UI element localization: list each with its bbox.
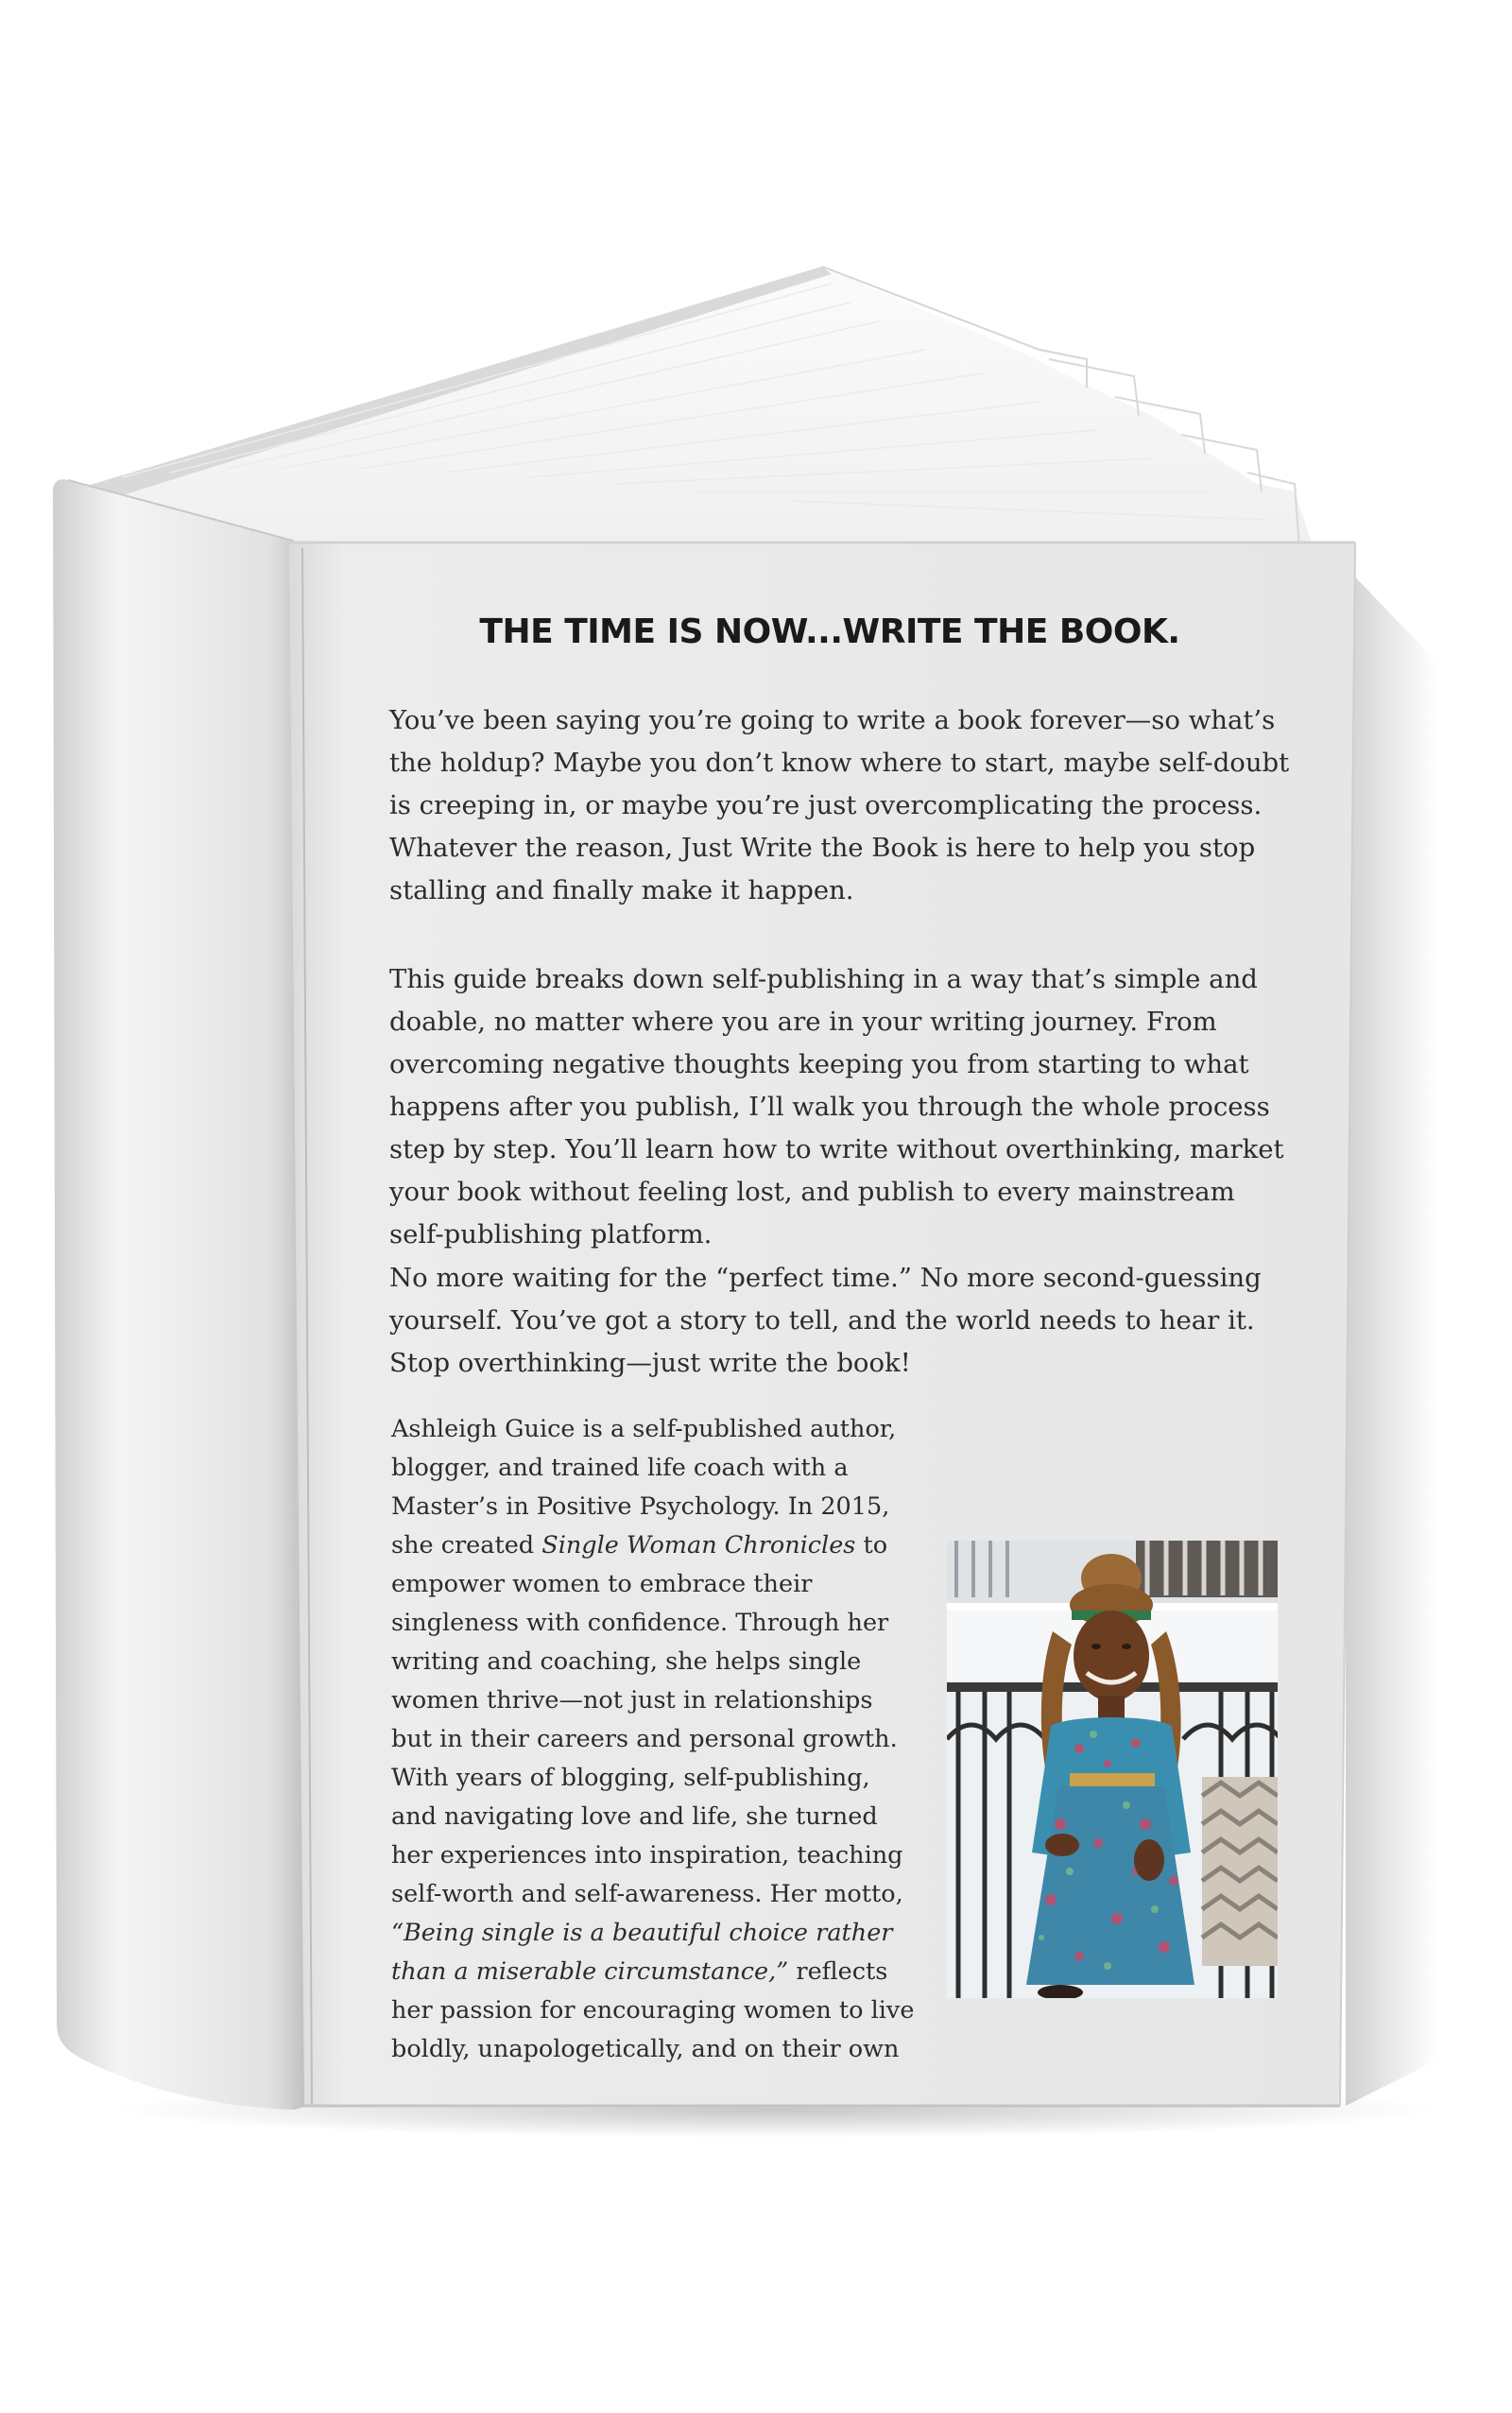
author-photo: [947, 1541, 1278, 1998]
back-cover: [314, 548, 1346, 2106]
right-shadow: [1346, 567, 1436, 2106]
bio-text-3: reflects her passion for encouraging women to live boldly, unapologetically, and on their own: [391, 1957, 915, 2063]
guide-paragraph: This guide breaks down self-publishing in a way that’s simple and doable, no matter where you are in your writing journey. From overcoming negative thoughts keeping you from starting to what happens after you publish, I’ll walk you through the whole process step by step. You’ll learn how to write without overthinking, market your book without feeling lost, and publish to every mainstream self-publishing platform.: [389, 964, 1284, 1250]
book-spine: [53, 479, 308, 2110]
intro-paragraph: You’ve been saying you’re going to write a book forever—so what’s the holdup? Maybe you don’t know where to start, maybe self-doubt is creeping in, or maybe you’re just overcomplicating the process. Whatever the reason, Just Write the Book is here to help you stop stalling and finally make it happen.: [389, 705, 1290, 905]
call-to-action-paragraph: No more waiting for the “perfect time.” No more second-guessing yourself. You’ve got a story to tell, and the world needs to hear it. Stop overthinking—just write the book!: [389, 1263, 1262, 1378]
bio-motto: “Being single is a beautiful choice rather than a miserable circumstance,”: [391, 1919, 893, 1986]
page-block: [68, 267, 1314, 548]
bio-text-1: Ashleigh Guice is a self-published author, blogger, and trained life coach with a Master’s in Positive Psychology. In 2015, she created: [391, 1415, 897, 1560]
cover-title: THE TIME IS NOW...WRITE THE BOOK.: [479, 612, 1180, 651]
bio-series-title: Single Woman Chronicles: [541, 1531, 856, 1560]
author-bio: [391, 1410, 920, 2069]
bio-text-2: to empower women to embrace their singleness with confidence. Through her writing and coaching, she helps single women thrive—not just in relationships but in their careers and personal growth. With years of blogging, self-publishing, and navigating love and life, she turned her experiences into inspiration, teaching self-worth and self-awareness. Her motto,: [391, 1531, 903, 1908]
